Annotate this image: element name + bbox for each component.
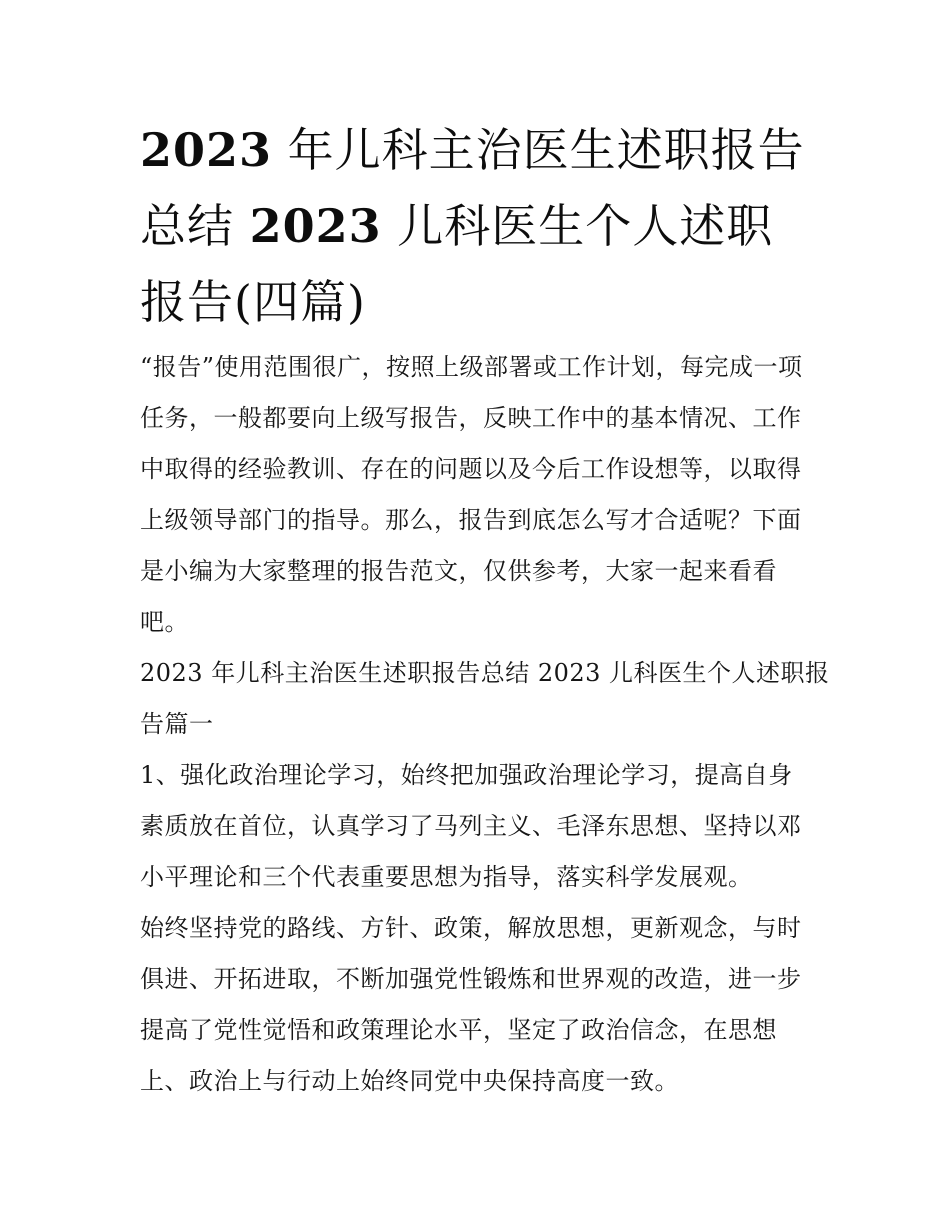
intro-paragraph bbox=[140, 342, 820, 648]
text-line: 俱进、开拓进取，不断加强党性锻炼和世界观的改造，进一步 bbox=[140, 965, 802, 993]
text-line: 上、政治上与行动上始终同党中央保持高度一致。 bbox=[140, 1067, 679, 1095]
title-text: 总结 bbox=[140, 199, 234, 253]
title-year: 2023 bbox=[249, 199, 382, 253]
text-line: 任务，一般都要向上级写报告，反映工作中的基本情况、工作 bbox=[140, 404, 802, 432]
title-line bbox=[140, 264, 820, 340]
section-heading bbox=[140, 648, 830, 750]
title-text: 儿科医生个人述职 bbox=[397, 199, 774, 253]
text-line: 提高了党性觉悟和政策理论水平，坚定了政治信念，在思想 bbox=[140, 1016, 777, 1044]
text-line: 吧。 bbox=[140, 608, 189, 636]
text-line: 中取得的经验教训、存在的问题以及今后工作设想等，以取得 bbox=[140, 455, 802, 483]
text-line: 2023 年儿科主治医生述职报告总结 2023 儿科医生个人述职报 bbox=[140, 659, 830, 687]
title-line bbox=[140, 188, 820, 264]
text-line: 素质放在首位，认真学习了马列主义、毛泽东思想、坚持以邓 bbox=[140, 812, 802, 840]
text-line: 小平理论和三个代表重要思想为指导，落实科学发展观。 bbox=[140, 863, 753, 891]
party-line-paragraph bbox=[140, 903, 820, 1107]
document-title bbox=[140, 112, 820, 340]
text-line: “报告”使用范围很广，按照上级部署或工作计划，每完成一项 bbox=[140, 353, 803, 381]
title-text: 年儿科主治医生述职报告 bbox=[287, 123, 805, 177]
point-one-paragraph bbox=[140, 750, 820, 903]
document-page bbox=[140, 112, 830, 1107]
text-line: 是小编为大家整理的报告范文，仅供参考，大家一起来看看 bbox=[140, 557, 777, 585]
text-line: 1、强化政治理论学习，始终把加强政治理论学习，提高自身 bbox=[140, 761, 793, 789]
document-body bbox=[140, 342, 830, 1107]
title-year: 2023 bbox=[140, 123, 273, 177]
title-text: 报告(四篇) bbox=[140, 275, 366, 329]
text-line: 上级领导部门的指导。那么，报告到底怎么写才合适呢？下面 bbox=[140, 506, 802, 534]
title-line bbox=[140, 112, 820, 188]
text-line: 告篇一 bbox=[140, 710, 214, 738]
text-line: 始终坚持党的路线、方针、政策，解放思想，更新观念，与时 bbox=[140, 914, 802, 942]
